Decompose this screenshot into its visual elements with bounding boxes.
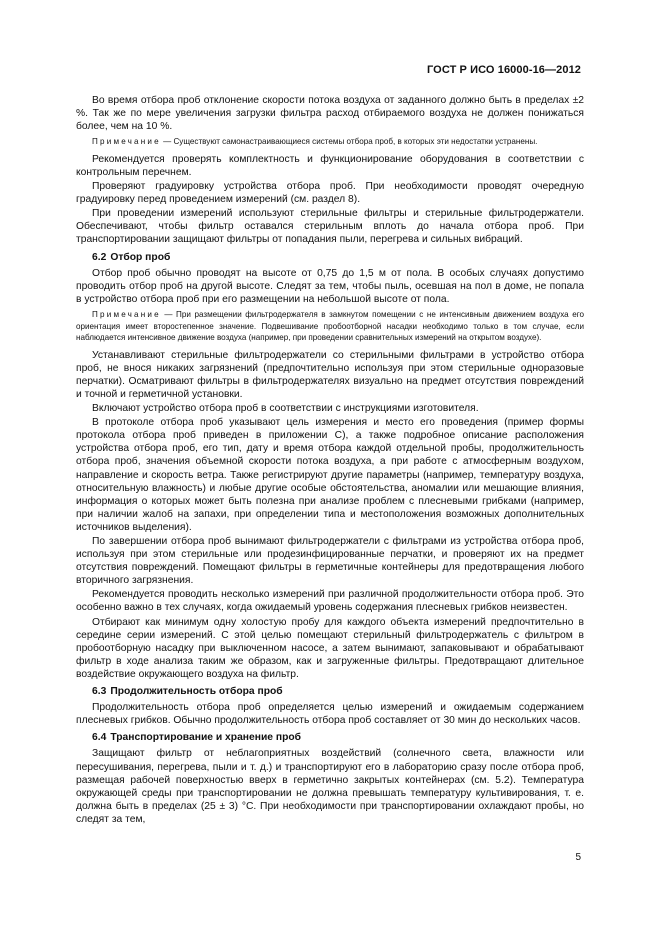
- document-body: [76, 94, 584, 827]
- paragraph-switch-on: Включают устройство отбора проб в соответствии с инструкциями изготовителя.: [92, 403, 479, 415]
- note-text: — Существуют самонастраивающиеся системы отбора проб, в которых эти недостатки устранены.: [160, 137, 538, 147]
- section-title: Продолжительность отбора проб: [110, 686, 283, 698]
- paragraph-calibration: Проверяют градуировку устройства отбора проб. При необходимости проводят очередную градуировку перед проведением измерений (см. раздел 8).: [76, 181, 584, 206]
- note-self-adjusting: [76, 136, 584, 148]
- paragraph-sampling-protocol: В протоколе отбора проб указывают цель измерения и место его проведения (пример формы протокола отбора проб приведен в приложении С), а также подробное описание расположения устройства отбора проб, его тип, дату и время отбора каждой отдельной пробы, продолжительность отбора проб, значения объемной скорости потока воздуха, а при работе с атмосферным воздухом, направление и скорость ветра. Также регистрируют другие параметры (например, температуру воздуха, относительную влажность) и любые другие особые обстоятельства, аномалии или мешающие влияния, информация о которых может быть полезна при анализе проблем с плесневыми грибками (например, при наличии жалоб на запахи, при определении типа и местоположения возможных дополнительных источников выделения).: [76, 417, 584, 533]
- section-heading-6-4: [92, 731, 584, 744]
- note-label: Примечание: [92, 309, 161, 319]
- note-filter-holder-orientation: [76, 309, 584, 344]
- note-text: — При размещении фильтродержателя в замкнутом помещении с не интенсивным движением воздуха его ориентация имеет второстепенное значение. Подвешивание пробоотборной насадки необходимо только в том случае, если наблюдается интенсивное движение воздуха (например, при проведении сравнительных измерений на открытом воздухе).: [76, 309, 584, 343]
- section-number: 6.4: [92, 732, 107, 744]
- paragraph-transport: Защищают фильтр от неблагоприятных воздействий (солнечного света, влажности или пересушивания, перегрева, пыли и т. д.) и транспортируют его в лабораторию сразу после отбора проб, размещая рабочей поверхностью вверх в герметично закрытых контейнерах (см. 5.2). Температура окружающей среды при транспортировании не должна превышать температуру культивирования, т. е. должна быть в пределах (25 ± 3) °С. При необходимости при транспортировании охлаждают пробы, но следят за тем,: [76, 748, 584, 825]
- paragraph-sterile-filters: При проведении измерений используют стерильные фильтры и стерильные фильтродержатели. Обеспечивают, чтобы фильтр оставался стерильным вплоть до начала отбора проб. При транспортировании защищают фильтры от попадания пыли, перегрева и сильных вибраций.: [76, 208, 584, 246]
- paragraph-flow-deviation: Во время отбора проб отклонение скорости потока воздуха от заданного должно быть в пределах ±2 %. Так же по мере увеличения загрузки фильтра расход отбираемого воздуха не должен понижаться более, чем на 10 %.: [76, 95, 584, 133]
- page-number: 5: [575, 852, 581, 863]
- paragraph-remove-filters: По завершении отбора проб вынимают фильтродержатели с фильтрами из устройства отбора проб, используя при этом стерильные или продезинфицированные перчатки, и проверяют их на предмет отсутствия повреждений. Помещают фильтры в герметичные контейнеры для предотвращения любого вторичного загрязнения.: [76, 536, 584, 587]
- paragraph-blank-sample: Отбирают как минимум одну холостую пробу для каждого объекта измерений предпочтительно в середине серии измерений. С этой целью помещают стерильный фильтродержатель с фильтром в пробоотборную насадку при выключенном насосе, а затем вынимают, запаковывают и обрабатывают фильтр в ходе анализа таким же образом, как и загруженные фильтры. Предотвращают длительное воздействие окружающего воздуха на фильтр.: [76, 616, 584, 680]
- section-heading-6-3: [92, 685, 584, 698]
- note-label: Примечание: [92, 137, 161, 147]
- section-title: Транспортирование и хранение проб: [110, 732, 302, 744]
- paragraph-sampling-height: Отбор проб обычно проводят на высоте от 0,75 до 1,5 м от пола. В особых случаях допустимо проводить отбор проб на другой высоте. Следят за тем, чтобы пыль, осевшая на пол в доме, не попала в устройство отбора проб при его размещении на небольшой высоте от пола.: [76, 267, 584, 305]
- section-heading-6-2: [92, 251, 584, 264]
- paragraph-sampling-duration: Продолжительность отбора проб определяется целью измерений и ожидаемым содержанием плесневых грибков. Обычно продолжительность отбора проб составляет от 30 мин до нескольких часов.: [76, 702, 584, 727]
- paragraph-install-filters: Устанавливают стерильные фильтродержатели со стерильными фильтрами в устройство отбора проб, не внося никаких загрязнений (предпочтительно используя при этом стерильные одноразовые перчатки). Осматривают фильтры в фильтродержателях визуально на предмет отсутствия повреждений и точной и герметичной установки.: [76, 349, 584, 400]
- standard-header: ГОСТ Р ИСО 16000-16—2012: [426, 64, 581, 76]
- section-number: 6.3: [92, 686, 107, 698]
- section-number: 6.2: [92, 251, 107, 263]
- paragraph-check-equipment: Рекомендуется проверять комплектность и функционирование оборудования в соответствии с контрольным перечнем.: [76, 153, 584, 178]
- section-title: Отбор проб: [110, 251, 171, 263]
- paragraph-several-measurements: Рекомендуется проводить несколько измерений при различной продолжительности отбора проб. Это особенно важно в тех случаях, когда ожидаемый уровень содержания плесневых грибков неизвестен.: [76, 589, 584, 614]
